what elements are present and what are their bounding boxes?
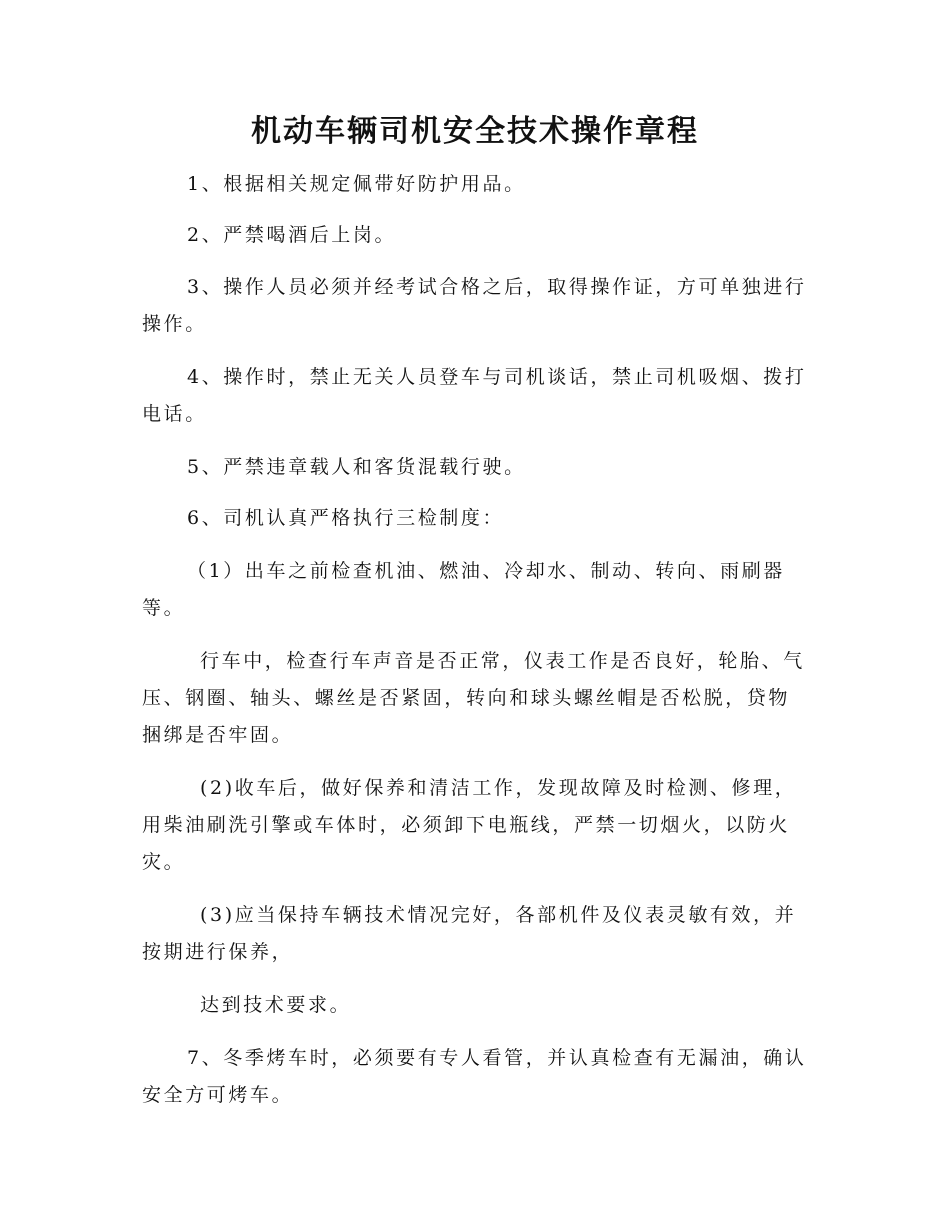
paragraph-line: 电话。	[142, 403, 207, 425]
rule-1	[142, 166, 808, 203]
paragraph-line: （1）出车之前检查机油、燃油、冷却水、制动、转向、雨刷器	[187, 560, 785, 582]
paragraph-line: 捆绑是否牢固。	[142, 724, 294, 746]
paragraph-line: 3、操作人员必须并经考试合格之后，取得操作证，方可单独进行	[187, 276, 807, 298]
rule-2	[142, 217, 808, 254]
paragraph-line: 6、司机认真严格执行三检制度：	[187, 507, 505, 529]
paragraph-line: (2)收车后，做好保养和清洁工作，发现故障及时检测、修理，	[200, 777, 797, 799]
paragraph-line: 操作。	[142, 313, 207, 335]
paragraph-line: 4、操作时，禁止无关人员登车与司机谈话，禁止司机吸烟、拨打	[187, 366, 807, 388]
paragraph-line: 压、钢圈、轴头、螺丝是否紧固，转向和球头螺丝帽是否松脱，贷物	[142, 687, 791, 709]
rule-3	[142, 269, 808, 343]
paragraph-line: 安全方可烤车。	[142, 1084, 294, 1106]
paragraph-line: 用柴油刷洗引擎或车体时，必须卸下电瓶线，严禁一切烟火，以防火	[142, 814, 791, 836]
paragraph-line: 行车中，检查行车声音是否正常，仪表工作是否良好，轮胎、气	[200, 650, 805, 672]
rule-4	[142, 359, 808, 433]
rule-6	[142, 500, 808, 537]
paragraph-line: 按期进行保养，	[142, 941, 294, 963]
paragraph-line: (3)应当保持车辆技术情况完好，各部机件及仪表灵敏有效，并	[200, 904, 797, 926]
paragraph-line: 1、根据相关规定佩带好防护用品。	[187, 173, 526, 195]
document-title: 机动车辆司机安全技术操作章程	[251, 114, 699, 149]
rule-6-item-1	[142, 553, 808, 627]
rule-6-in-transit	[142, 643, 808, 754]
paragraph-line: 5、严禁违章载人和客货混载行驶。	[187, 456, 526, 478]
paragraph-line: 7、冬季烤车时，必须要有专人看管，并认真检查有无漏油，确认	[187, 1047, 807, 1069]
paragraph-line: 灾。	[142, 851, 186, 873]
rule-6-item-3	[142, 897, 808, 971]
rule-6-item-2	[142, 770, 808, 881]
paragraph-line: 达到技术要求。	[200, 994, 352, 1016]
paragraph-line: 2、严禁喝酒后上岗。	[187, 224, 397, 246]
rule-5	[142, 449, 808, 486]
paragraph-line: 等。	[142, 597, 186, 619]
rule-7	[142, 1040, 808, 1114]
rule-6-item-3-continued	[142, 987, 808, 1024]
